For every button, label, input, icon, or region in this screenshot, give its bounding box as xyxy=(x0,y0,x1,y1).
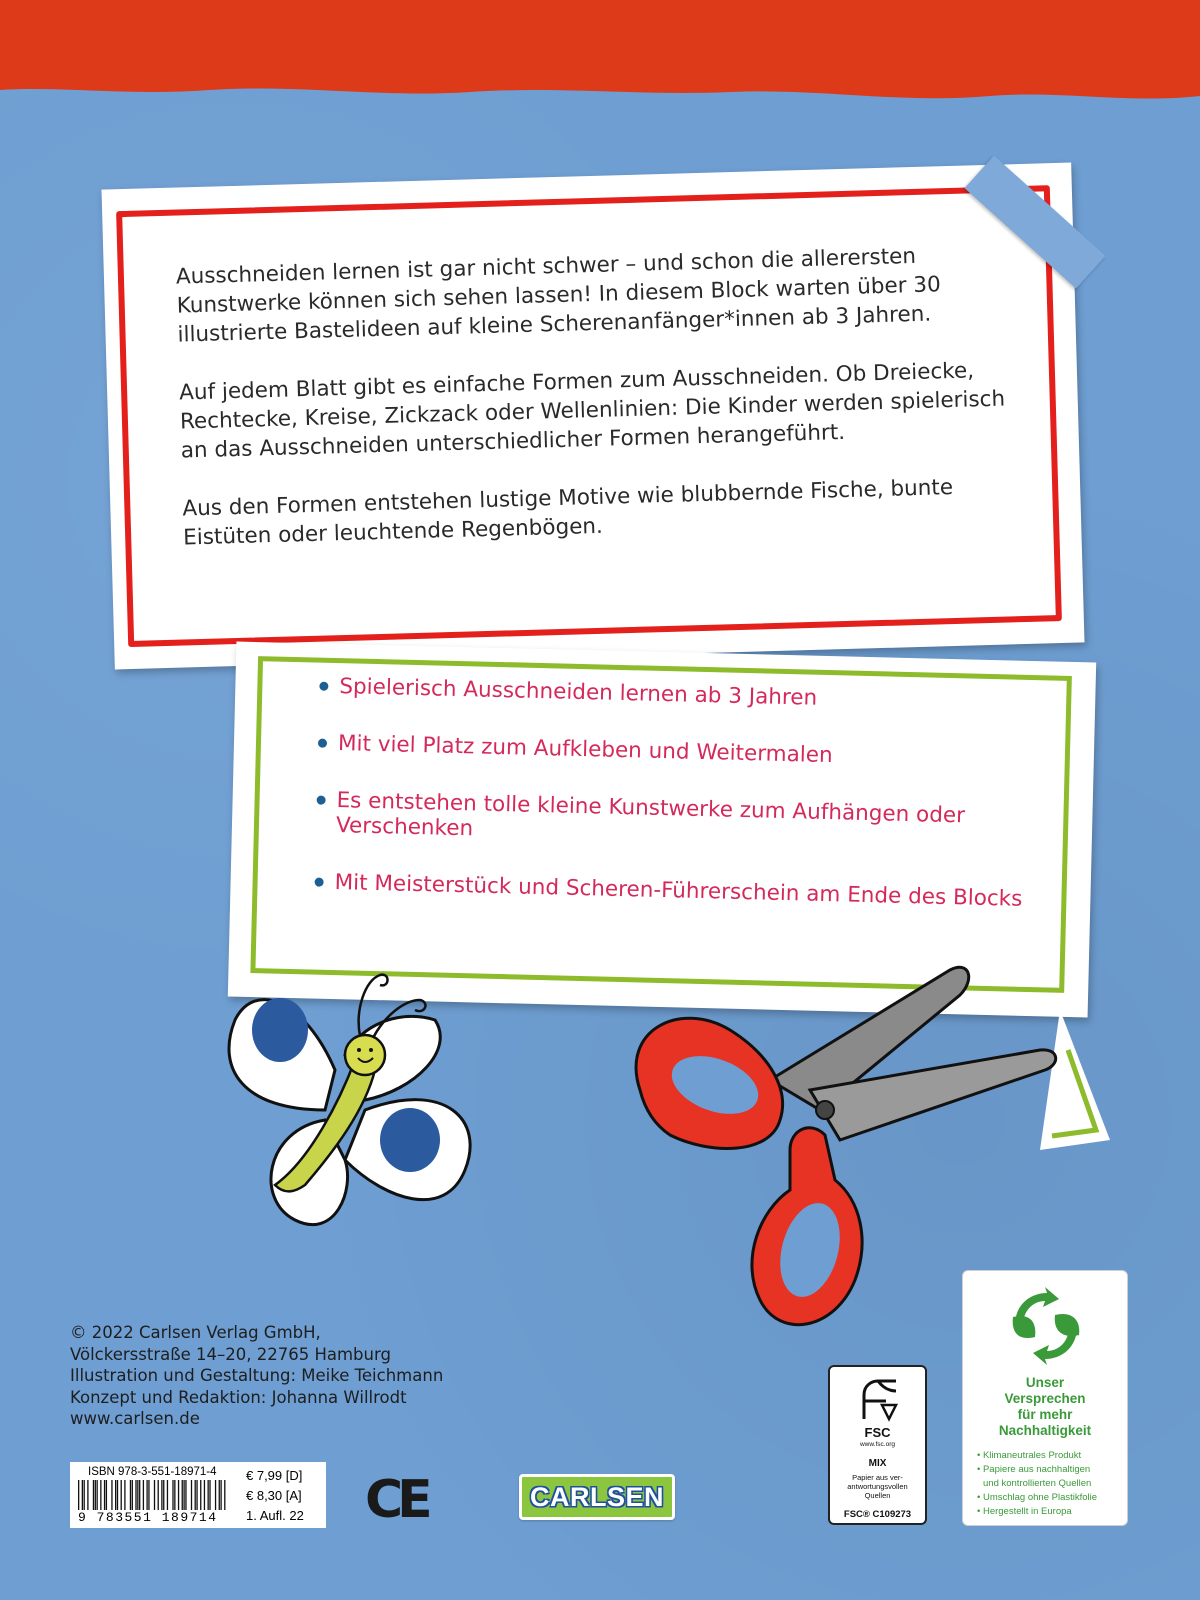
sustainability-box xyxy=(962,1270,1128,1526)
fsc-tree-icon xyxy=(856,1375,902,1423)
info-card xyxy=(101,163,1084,670)
list-item: • Klimaneutrales Produkt xyxy=(977,1449,1097,1463)
fsc-url: www.fsc.org xyxy=(859,1441,896,1448)
fsc-code: FSC® C109273 xyxy=(843,1509,912,1520)
price-at: € 8,30 [A] xyxy=(246,1488,302,1503)
fsc-label-box xyxy=(828,1365,927,1525)
imprint xyxy=(70,1322,443,1430)
price-de: € 7,99 [D] xyxy=(246,1468,303,1483)
list-item: • Umschlag ohne Plastikfolie xyxy=(977,1491,1097,1505)
barcode-number: 9 783551 189714 xyxy=(78,1510,218,1525)
imprint-concept: Konzept und Redaktion: Johanna Willrodt xyxy=(70,1387,407,1407)
top-wave-band xyxy=(0,0,1200,120)
butterfly-illustration xyxy=(215,960,495,1260)
fsc-mix: MIX xyxy=(868,1458,887,1469)
prices xyxy=(246,1466,304,1526)
feature-item: Mit Meisterstück und Scheren-Führerschein am Ende des Blocks xyxy=(334,870,1034,912)
fsc-description: Papier aus ver- antwortungsvollen Quellen xyxy=(847,1473,908,1500)
imprint-website[interactable]: www.carlsen.de xyxy=(70,1409,200,1428)
imprint-address: Völckersstraße 14–20, 22765 Hamburg xyxy=(70,1344,391,1364)
carlsen-logo: CARLSEN xyxy=(519,1474,675,1520)
info-text xyxy=(176,239,1025,581)
imprint-copyright: © 2022 Carlsen Verlag GmbH, xyxy=(70,1323,321,1342)
recycle-leaf-icon xyxy=(1005,1285,1087,1367)
imprint-illustration: Illustration und Gestaltung: Meike Teichmann xyxy=(70,1366,444,1385)
feature-item: Spielerisch Ausschneiden lernen ab 3 Jahren xyxy=(339,674,1039,716)
fsc-name: FSC xyxy=(864,1425,891,1440)
feature-list xyxy=(334,674,1040,944)
barcode-icon xyxy=(78,1480,228,1510)
list-item: • Papiere aus nachhaltigen xyxy=(977,1463,1097,1477)
sustainability-title: Unser Versprechen für mehr Nachhaltigkeit xyxy=(998,1375,1092,1438)
edition: 1. Aufl. 22 xyxy=(246,1508,304,1523)
sustainability-list xyxy=(977,1449,1097,1519)
list-item: • Hergestellt in Europa xyxy=(977,1505,1097,1519)
feature-item: Mit viel Platz zum Aufkleben und Weitermalen xyxy=(338,731,1038,773)
info-paragraph-3: Aus den Formen entstehen lustige Motive wie blubbernde Fische, bunte Eistüten oder leuchtende Regenbögen. xyxy=(182,474,954,551)
ce-mark: CE xyxy=(365,1470,427,1530)
barcode-box xyxy=(70,1462,326,1528)
list-item: und kontrollierten Quellen xyxy=(983,1478,1092,1489)
isbn-label: ISBN 978-3-551-18971-4 xyxy=(88,1466,217,1478)
info-paragraph-2: Auf jedem Blatt gibt es einfache Formen zum Ausschneiden. Ob Dreiecke, Rechtecke, Kreise, Zickzack oder Wellenlinien: Die Kinder werden spielerisch an das Ausschneiden unterschiedlicher Formen herangeführt. xyxy=(178,358,1006,464)
info-paragraph-1: Ausschneiden lernen ist gar nicht schwer – und schon die allerersten Kunstwerke können sich sehen lassen! In diesem Block warten über 30 illustrierte Bastelideen auf kleine Scherenanfänger*innen ab 3 Jahren. xyxy=(175,243,942,348)
feature-item: Es entstehen tolle kleine Kunstwerke zum Aufhängen oder Verschenken xyxy=(336,788,1037,855)
